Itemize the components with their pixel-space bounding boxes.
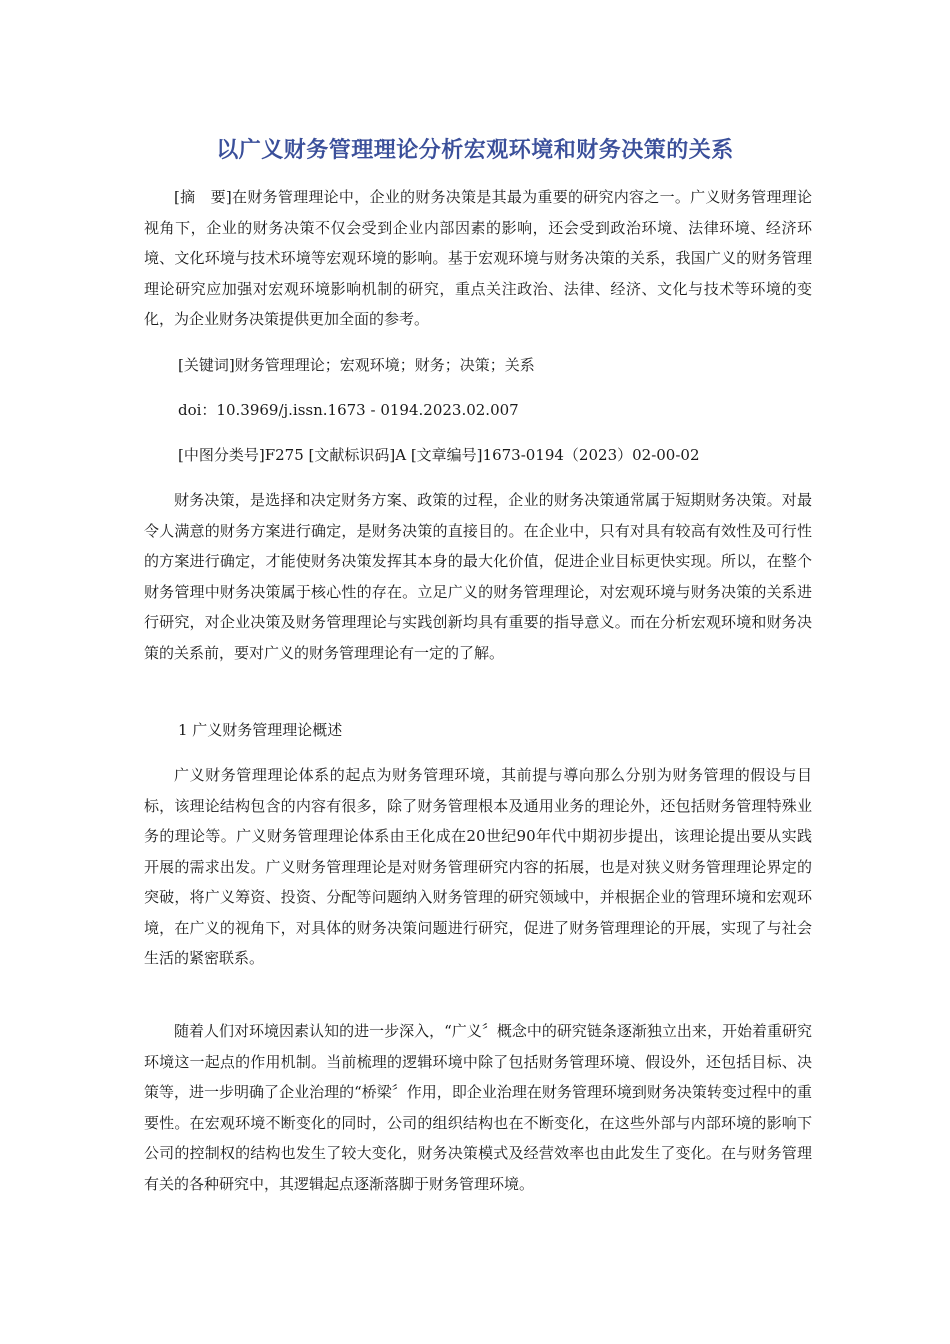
intro-paragraph: 财务决策，是选择和决定财务方案、政策的过程，企业的财务决策通常属于短期财务决策。对最令人满意的财务方案进行确定，是财务决策的直接目的。在企业中，只有对具有较高有效性及可行性的方案进行确定，才能使财务决策发挥其本身的最大化价值，促进企业目标更快实现。所以，在整个财务管理中财务决策属于核心性的存在。立足广义的财务管理理论，对宏观环境与财务决策的关系进行研究，对企业决策及财务管理理论与实践创新均具有重要的指导意义。而在分析宏观环境和财务决策的关系前，要对广义的财务管理理论有一定的了解。	[144, 491, 812, 662]
classification-line: [中图分类号]F275 [文献标识码]A [文章编号]1673-0194（2023）02-00-02	[178, 446, 700, 464]
abstract-paragraph: [摘 要]在财务管理理论中，企业的财务决策是其最为重要的研究内容之一。广义财务管理理论视角下，企业的财务决策不仅会受到企业内部因素的影响，还会受到政治环境、法律环境、经济环境、文化环境与技术环境等宏观环境的影响。基于宏观环境与财务决策的关系，我国广义的财务管理理论研究应加强对宏观环境影响机制的研究，重点关注政治、法律、经济、文化与技术等环境的变化，为企业财务决策提供更加全面的参考。	[144, 188, 812, 328]
section-paragraph: 随着人们对环境因素认知的进一步深入，“广义〞概念中的研究链条逐渐独立出来，开始着重研究环境这一起点的作用机制。当前梳理的逻辑环境中除了包括财务管理环境、假设外，还包括目标、决策等，进一步明确了企业治理的“桥梁〞作用，即企业治理在财务管理环境到财务决策转变过程中的重要性。在宏观环境不断变化的同时，公司的组织结构也在不断变化，在这些外部与内部环境的影响下公司的控制权的结构也发生了较大变化，财务决策模式及经营效率也由此发生了变化。在与财务管理有关的各种研究中，其逻辑起点逐渐落脚于财务管理环境。	[144, 1022, 812, 1193]
article-title: 以广义财务管理理论分析宏观环境和财务决策的关系	[216, 138, 734, 163]
section-paragraph: 广义财务管理理论体系的起点为财务管理环境，其前提与導向那么分别为财务管理的假设与目标，该理论结构包含的内容有很多，除了财务管理根本及通用业务的理论外，还包括财务管理特殊业务的理论等。广义财务管理理论体系由王化成在20世纪90年代中期初步提出，该理论提出要从实践开展的需求出发。广义财务管理理论是对财务管理研究内容的拓展，也是对狭义财务管理理论界定的突破，将广义筹资、投资、分配等问题纳入财务管理的研究领域中，并根据企业的管理环境和宏观环境，在广义的视角下，对具体的财务决策问题进行研究，促进了财务管理理论的开展，实现了与社会生活的紧密联系。	[144, 766, 812, 967]
doi-line: doi：10.3969/j.issn.1673 - 0194.2023.02.007	[178, 401, 519, 419]
section-heading: 1 广义财务管理理论概述	[178, 721, 343, 739]
keywords-line: [关键词]财务管理理论；宏观环境；财务；决策；关系	[178, 356, 535, 374]
